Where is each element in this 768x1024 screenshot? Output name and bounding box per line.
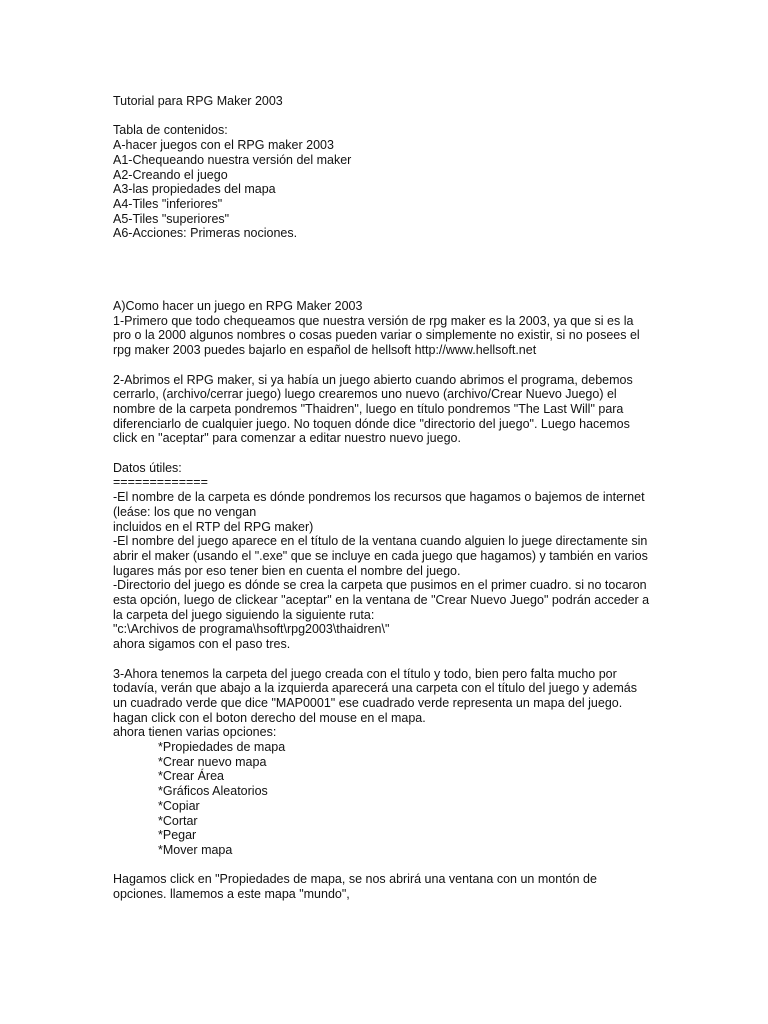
paragraph-line: rpg maker 2003 puedes bajarlo en español de hellsoft http://www.hellsoft.net [113,343,537,358]
toc-item: A2-Creando el juego [113,167,228,182]
paragraph-line: -El nombre de la carpeta es dónde pondremos los recursos que hagamos o bajemos de internet [113,490,645,505]
toc-item: A4-Tiles "inferiores" [113,196,223,211]
step-3 [113,666,637,858]
section-heading: A)Como hacer un juego en RPG Maker 2003 [113,299,363,314]
paragraph-line: click en "aceptar" para comenzar a editar nuestro nuevo juego. [113,431,461,446]
option-item: *Propiedades de mapa [158,740,286,755]
paragraph-line: un cuadrado verde que dice "MAP0001" ese cuadrado verde representa un mapa del juego. [113,695,623,710]
option-item: *Crear nuevo mapa [158,754,267,769]
paragraph-line: abrir el maker (usando el ".exe" que se incluye en cada juego que hagamos) y también en varios [113,548,648,563]
toc-item: A6-Acciones: Primeras nociones. [113,226,298,241]
paragraph-line: (leáse: los que no vengan [113,504,257,519]
paragraph-line: incluidos en el RTP del RPG maker) [113,519,314,534]
datos-heading: Datos útiles: [113,460,182,475]
toc-item: A3-las propiedades del mapa [113,182,276,197]
paragraph-line: lugares más por eso tener bien en cuenta el nombre del juego. [113,563,461,578]
paragraph-line: nombre de la carpeta pondremos "Thaidren", luego en título pondremos "The Last Will" para [113,401,624,416]
paragraph-line: 1-Primero que todo chequeamos que nuestra versión de rpg maker es la 2003, ya que si es la [113,313,634,328]
paragraph-line: la carpeta del juego siguiendo la siguiente ruta: [113,607,375,622]
paragraph-line: -Directorio del juego es dónde se crea la carpeta que pusimos en el primer cuadro. si no tocaron [113,578,647,593]
table-of-contents [113,123,633,241]
datos-utiles [113,460,650,652]
toc-item: A5-Tiles "superiores" [113,211,230,226]
paragraph-line: hagan click con el boton derecho del mouse en el mapa. [113,710,426,725]
option-item: *Cortar [158,813,198,828]
paragraph-line: ahora tienen varias opciones: [113,725,277,740]
paragraph-line: Hagamos click en "Propiedades de mapa, se nos abrirá una ventana con un montón de [113,872,597,887]
option-item: *Copiar [158,798,200,813]
paragraph-line: -El nombre del juego aparece en el título de la ventana cuando alguien lo juege directamente sin [113,534,648,549]
paragraph-line: todavía, verán que abajo a la izquierda aparecerá una carpeta con el título del juego y además [113,681,637,696]
section-a [113,299,640,358]
paragraph-line: ahora sigamos con el paso tres. [113,637,291,652]
paragraph-line: pro o la 2000 algunos nombres o cosas pueden variar o simplemente no existir, si no posees el [113,328,640,343]
toc-item: A-hacer juegos con el RPG maker 2003 [113,138,334,153]
option-item: *Gráficos Aleatorios [158,784,268,799]
paragraph-line: 3-Ahora tenemos la carpeta del juego creada con el título y todo, bien pero falta mucho por [113,666,617,681]
option-item: *Pegar [158,828,197,843]
datos-separator: ============= [113,475,208,490]
document-title: Tutorial para RPG Maker 2003 [113,94,283,108]
folder-path: "c:\Archivos de programa\hsoft\rpg2003\thaidren\" [113,622,390,637]
toc-heading: Tabla de contenidos: [113,123,228,138]
closing-paragraph [113,872,633,901]
option-item: *Crear Área [158,769,224,784]
paragraph-line: opciones. llamemos a este mapa "mundo", [113,887,350,902]
paragraph-line: esta opción, luego de clickear "aceptar" en la ventana de "Crear Nuevo Juego" podrán acceder a [113,593,650,608]
paragraph-line: cerrarlo, (archivo/cerrar juego) luego crearemos uno nuevo (archivo/Crear Nuevo Juego) el [113,387,617,402]
document-page [113,94,650,916]
paragraph-line: diferenciarlo de cualquier juego. No toquen dónde dice "directorio del juego". Luego hacemos [113,416,630,431]
option-item: *Mover mapa [158,842,233,857]
step-2 [113,373,633,447]
toc-item: A1-Chequeando nuestra versión del maker [113,152,352,167]
paragraph-line: 2-Abrimos el RPG maker, si ya había un juego abierto cuando abrimos el programa, debemos [113,372,633,387]
